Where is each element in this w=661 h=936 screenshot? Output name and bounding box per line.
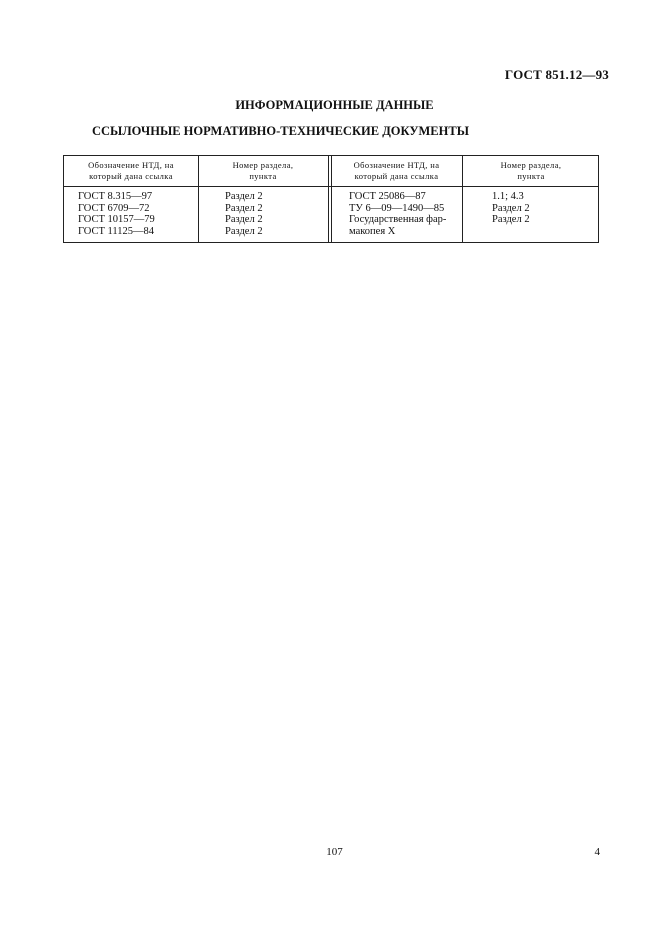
reference-documents-table bbox=[63, 155, 599, 243]
ntd-designation-column bbox=[349, 191, 446, 237]
table-cell: ГОСТ 6709—72 bbox=[78, 202, 150, 214]
table-cell: Раздел 2 bbox=[225, 214, 263, 225]
table-cell: Раздел 2 bbox=[225, 191, 263, 202]
table-cell: ТУ 6—09—1490—85 bbox=[349, 202, 445, 214]
ntd-designation-column bbox=[78, 191, 155, 237]
document-code: ГОСТ 851.12—93 bbox=[504, 67, 609, 82]
section-number-column bbox=[492, 191, 530, 226]
sheet-number: 4 bbox=[594, 846, 600, 858]
header-line: Номер раздела, bbox=[232, 160, 294, 170]
table-cell: ГОСТ 25086—87 bbox=[349, 191, 426, 202]
header-line: Номер раздела, bbox=[500, 160, 562, 170]
table-cell: ГОСТ 11125—84 bbox=[78, 225, 155, 237]
header-ntd-designation bbox=[331, 160, 462, 182]
column-divider bbox=[328, 156, 329, 242]
table-cell: Раздел 2 bbox=[225, 202, 263, 214]
header-section-number bbox=[198, 160, 328, 182]
header-line: который дана ссылка bbox=[354, 171, 439, 181]
table-cell: ГОСТ 10157—79 bbox=[78, 214, 155, 225]
table-cell: ГОСТ 8.315—97 bbox=[78, 191, 153, 202]
table-cell: Раздел 2 bbox=[492, 214, 530, 225]
table-cell: Раздел 2 bbox=[225, 225, 263, 237]
header-line: Обозначение НТД, на bbox=[88, 160, 174, 170]
table-cell: 1.1; 4.3 bbox=[492, 191, 524, 202]
header-line: который дана ссылка bbox=[89, 171, 173, 181]
table-cell: Раздел 2 bbox=[492, 202, 530, 214]
header-ntd-designation bbox=[64, 160, 198, 182]
page-number: 107 bbox=[326, 846, 343, 858]
header-line: Обозначение НТД, на bbox=[353, 160, 440, 170]
section-number-column bbox=[225, 191, 263, 237]
table-cell: макопея X bbox=[349, 225, 396, 237]
table-cell: Государственная фар- bbox=[349, 214, 447, 225]
subsection-title: ССЫЛОЧНЫЕ НОРМАТИВНО-ТЕХНИЧЕСКИЕ ДОКУМЕНТЫ bbox=[92, 124, 469, 138]
header-section-number bbox=[462, 160, 600, 182]
header-line: пункта bbox=[249, 171, 277, 181]
header-line: пункта bbox=[517, 171, 545, 181]
section-title: ИНФОРМАЦИОННЫЕ ДАННЫЕ bbox=[235, 98, 434, 112]
